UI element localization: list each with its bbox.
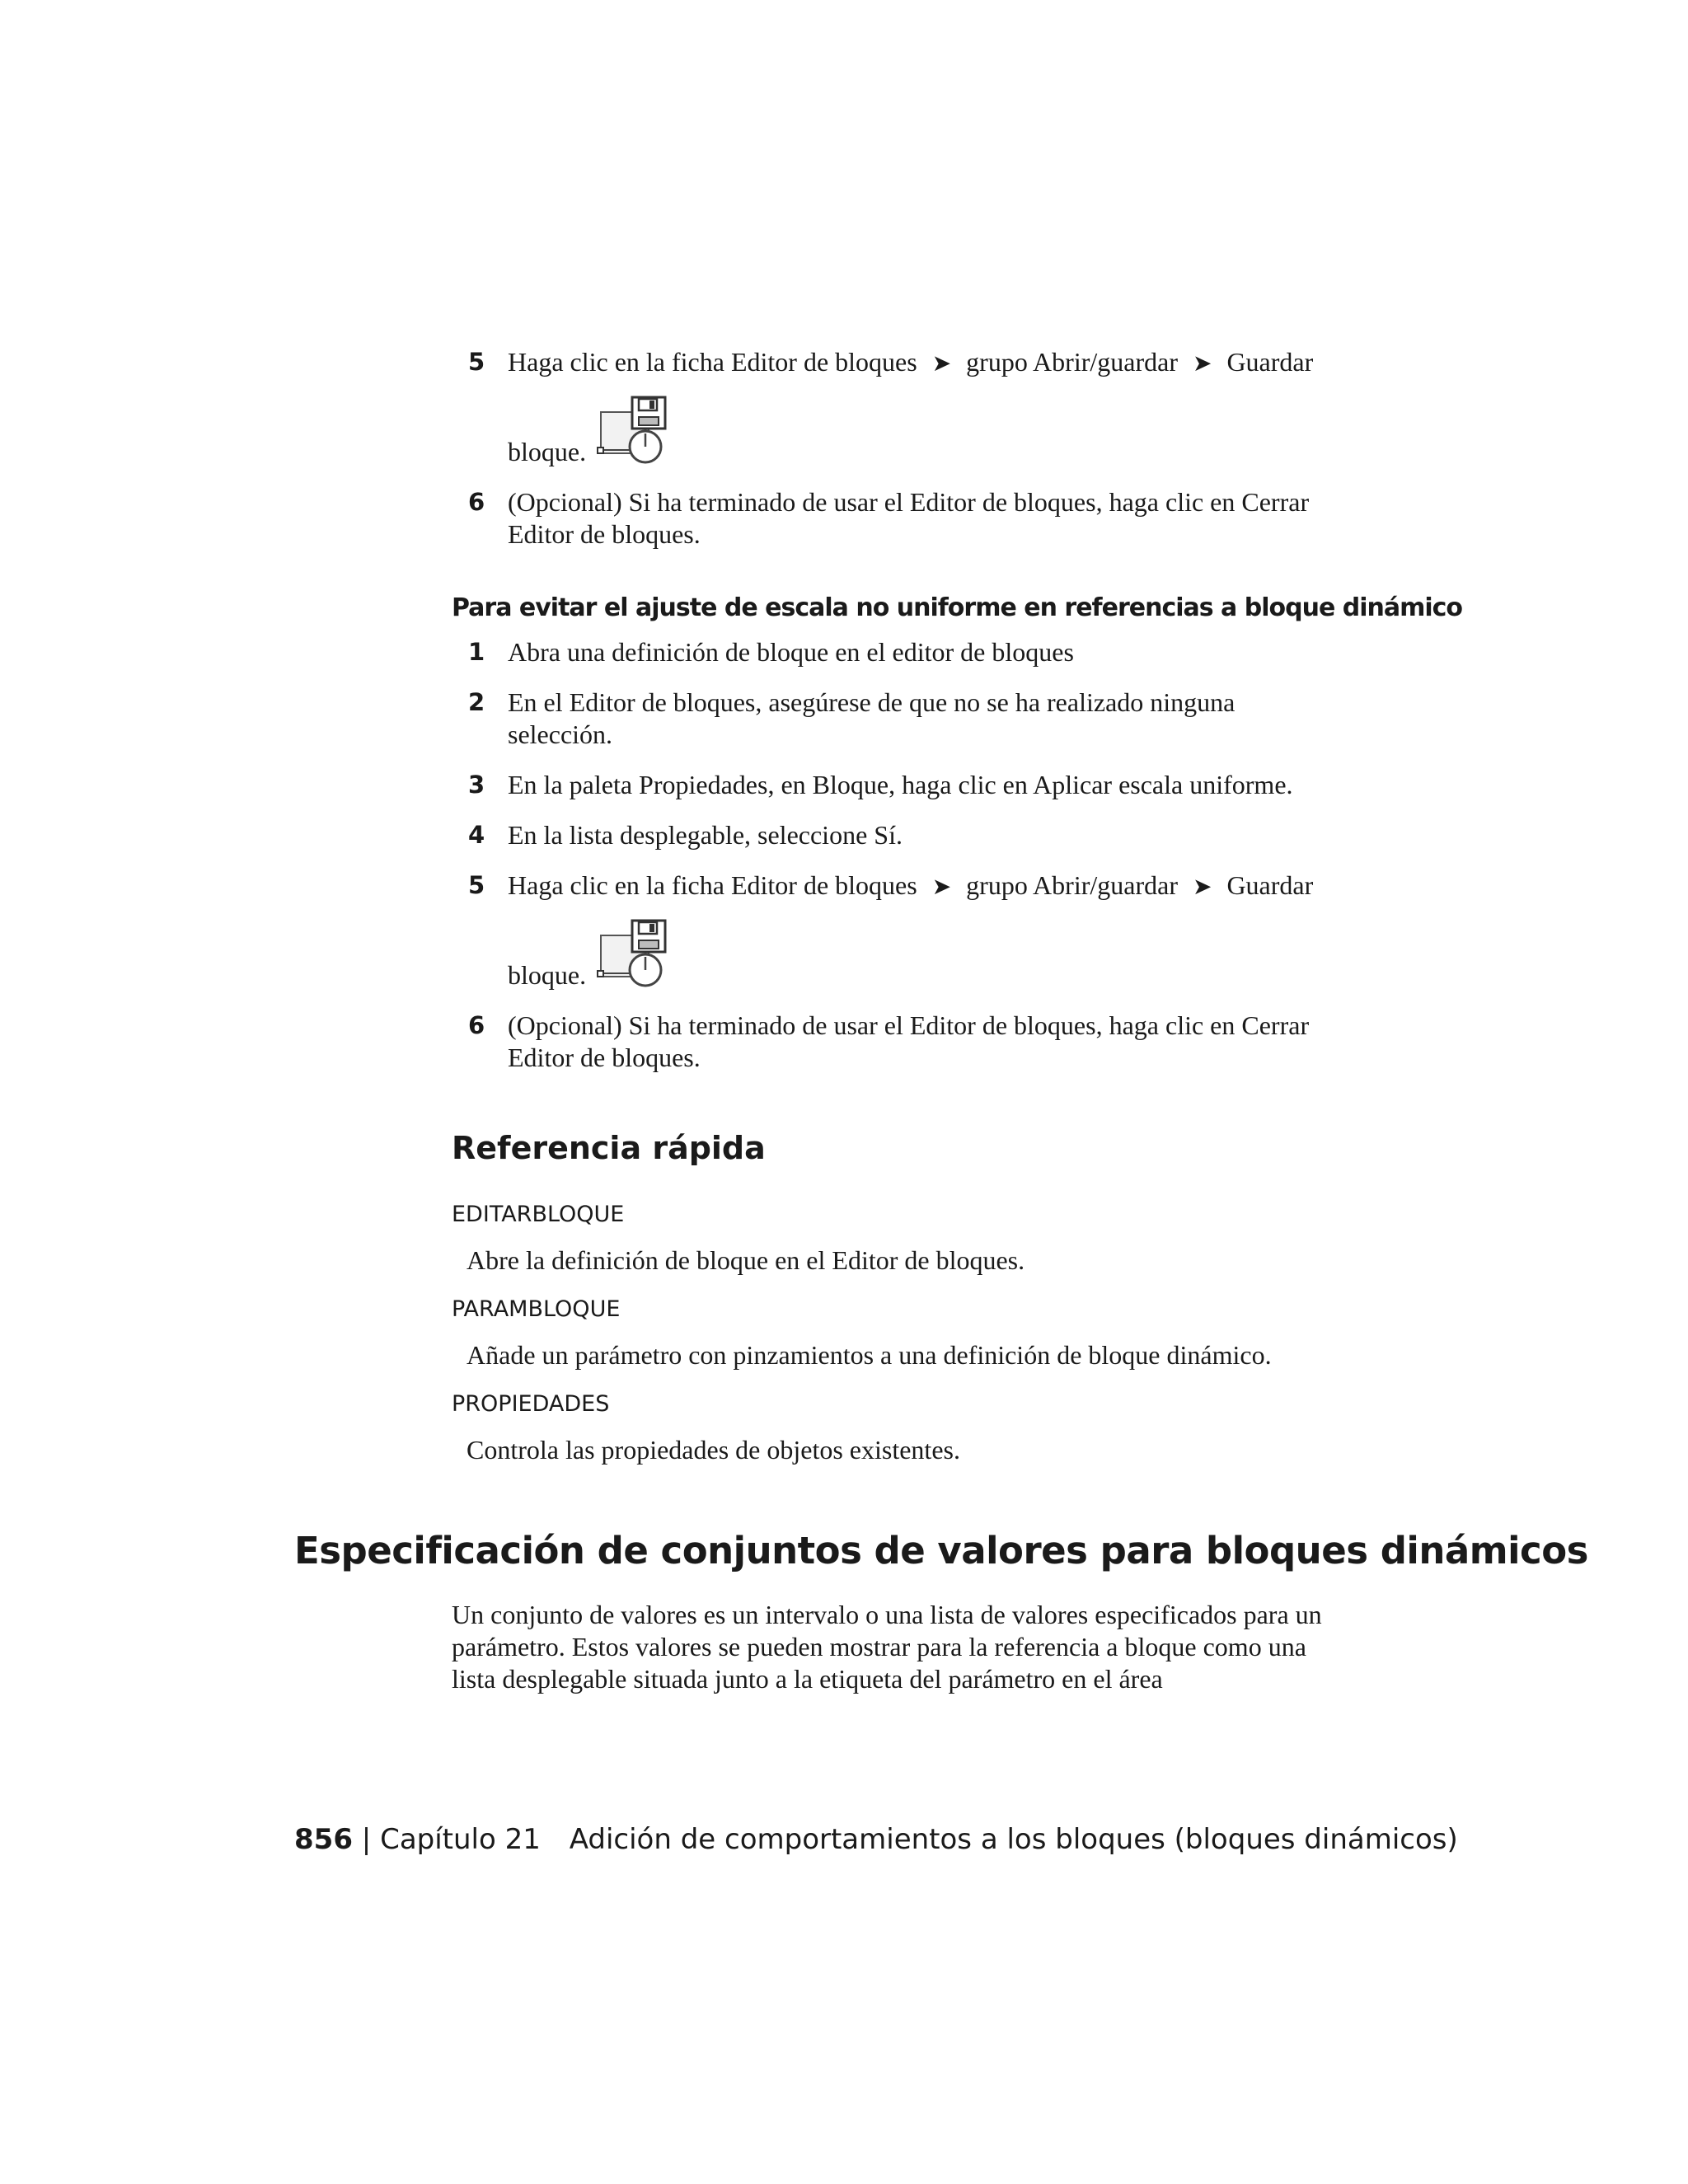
step-text-part: grupo Abrir/guardar <box>966 347 1178 377</box>
command-name: EDITARBLOQUE <box>452 1202 625 1227</box>
procedure-steps <box>452 636 1342 1092</box>
step-text-part: Guardar <box>1226 347 1314 377</box>
step-text <box>508 869 1342 902</box>
arrow-icon: ➤ <box>1192 873 1212 900</box>
chapter-label: Capítulo 21 <box>380 1823 541 1856</box>
list-item <box>452 1010 1342 1074</box>
procedure-heading: Para evitar el ajuste de escala no uniforme en referencias a bloque dinámico <box>452 593 1463 622</box>
arrow-icon: ➤ <box>1192 349 1212 377</box>
list-item <box>452 819 1342 851</box>
chapter-title: Adición de comportamientos a los bloques (bloques dinámicos) <box>569 1823 1458 1856</box>
steps-top <box>452 346 1342 569</box>
list-item <box>452 346 1342 468</box>
page-number: 856 <box>294 1823 353 1856</box>
step-text: En la paleta Propiedades, en Bloque, haga clic en Aplicar escala uniforme. <box>508 770 1293 799</box>
list-item <box>452 636 1342 668</box>
step-text-part: bloque. <box>508 437 587 466</box>
command-name: PROPIEDADES <box>452 1391 610 1417</box>
command-name: PARAMBLOQUE <box>452 1296 621 1322</box>
step-number: 6 <box>468 1011 485 1039</box>
list-item <box>452 869 1342 991</box>
step-text: En el Editor de bloques, asegúrese de que no se ha realizado ninguna selección. <box>508 687 1236 749</box>
step-text-part: bloque. <box>508 960 587 990</box>
step-number: 3 <box>468 771 485 799</box>
footer-separator: | <box>361 1823 372 1856</box>
step-text: En la lista desplegable, seleccione Sí. <box>508 820 903 850</box>
step-text-part: Haga clic en la ficha Editor de bloques <box>508 347 917 377</box>
quick-reference-heading: Referencia rápida <box>452 1130 766 1166</box>
list-item <box>452 486 1342 551</box>
step-text: Abra una definición de bloque en el editor de bloques <box>508 637 1074 667</box>
step-number: 1 <box>468 638 485 666</box>
step-number: 4 <box>468 821 485 849</box>
step-number: 6 <box>468 488 485 516</box>
list-item <box>452 769 1342 801</box>
step-icon-line <box>508 917 1342 991</box>
command-description: Abre la definición de bloque en el Editor de bloques. <box>467 1245 1025 1275</box>
arrow-icon: ➤ <box>931 349 952 377</box>
step-text-part: grupo Abrir/guardar <box>966 870 1178 900</box>
list-item <box>452 687 1342 751</box>
step-number: 2 <box>468 688 485 716</box>
step-number: 5 <box>468 871 485 899</box>
step-number: 5 <box>468 348 485 376</box>
section-title: Especificación de conjuntos de valores para bloques dinámicos <box>294 1529 1588 1572</box>
page-footer <box>294 1821 1458 1858</box>
save-block-icon <box>596 917 670 991</box>
save-block-icon <box>596 394 670 468</box>
command-description: Añade un parámetro con pinzamientos a una definición de bloque dinámico. <box>467 1340 1272 1370</box>
section-paragraph: Un conjunto de valores es un intervalo o una lista de valores especificados para un parámetro. Estos valores se pueden mostrar para la referencia a bloque como una lista desplegable situada junto a la etiqueta del parámetro en el área <box>452 1600 1322 1694</box>
arrow-icon: ➤ <box>931 873 952 900</box>
step-text-part: Guardar <box>1226 870 1314 900</box>
step-text-part: Haga clic en la ficha Editor de bloques <box>508 870 917 900</box>
step-icon-line <box>508 394 1342 468</box>
quick-reference-list <box>452 1200 1358 1484</box>
step-text: (Opcional) Si ha terminado de usar el Editor de bloques, haga clic en Cerrar Editor de bloques. <box>508 487 1310 549</box>
command-description: Controla las propiedades de objetos existentes. <box>467 1435 960 1465</box>
step-text: (Opcional) Si ha terminado de usar el Editor de bloques, haga clic en Cerrar Editor de bloques. <box>508 1010 1310 1072</box>
step-text <box>508 346 1342 379</box>
